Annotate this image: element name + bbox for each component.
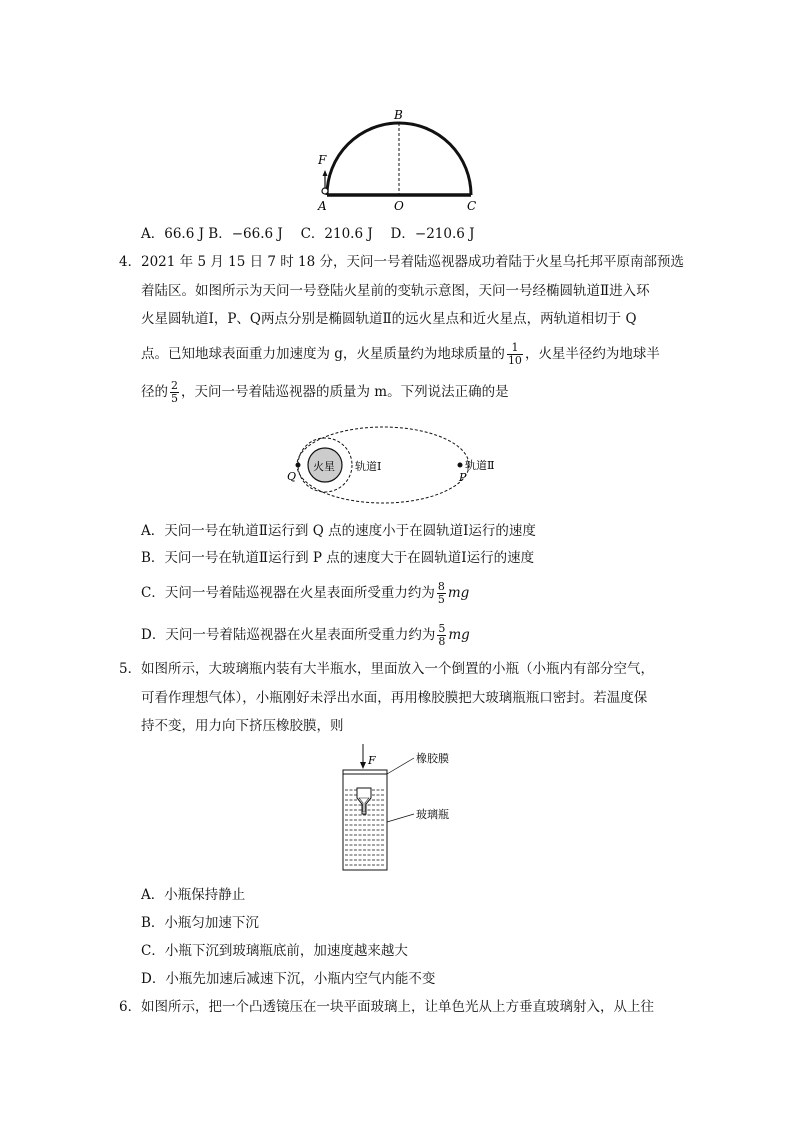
q4-line1: 2021 年 5 月 15 日 7 时 18 分，天问一号着陆巡视器成功着陆于火星乌托邦平原南部预选 [141,254,685,270]
q6-line1: 如图所示，把一个凸透镜压在一块平面玻璃上，让单色光从上方垂直玻璃射入，从上往 [141,999,654,1015]
frac-den: 5 [171,392,178,405]
label-f: F [318,153,327,167]
q4-line4-post: ，火星半径约为地球半 [524,346,660,362]
bottle-label: 玻璃瓶 [416,808,449,821]
fraction-5-8 [437,623,446,648]
membrane-label: 橡胶膜 [416,752,449,765]
semicircle-figure [310,100,495,215]
frac-num: 2 [171,379,178,392]
frac-num: 8 [437,580,445,593]
q5-option-d: D．小瓶先加速后减速下沉，小瓶内空气内能不变 [141,971,436,987]
q4-optd-pre: D．天问一号着陆巡视器在火星表面所受重力约为 [141,627,436,643]
fraction-8-5 [437,581,446,606]
q4-optd-post: mg [448,627,470,643]
q5-option-a: A．小瓶保持静止 [141,887,246,903]
orbit1-label: 轨道Ⅰ [355,460,382,473]
fraction-1-10 [507,342,523,367]
label-p: P [459,471,467,484]
frac-num: 5 [438,622,446,635]
label-f: F [368,754,376,767]
q4-line5-pre: 径的 [141,384,168,400]
q4-option-a: A．天问一号在轨道Ⅱ运行到 Q 点的速度小于在圆轨道Ⅰ运行的速度 [141,523,536,539]
q4-number: 4． [119,254,142,270]
q5-line1: 如图所示，大玻璃瓶内装有大半瓶水，里面放入一个倒置的小瓶（小瓶内有部分空气， [141,661,654,677]
planet-label: 火星 [313,460,335,473]
q4-option-d [141,623,470,648]
q4-option-b: B．天问一号在轨道Ⅱ运行到 P 点的速度大于在圆轨道Ⅰ运行的速度 [141,550,535,566]
q4-optc-post: mg [447,585,470,601]
q6-number: 6． [119,999,142,1015]
q4-line3: 火星圆轨道Ⅰ，P、Q两点分别是椭圆轨道Ⅱ的远火星点和近火星点，两轨道相切于 Q [141,311,637,327]
q3-options: A．66.6 J B．−66.6 J C．210.6 J D．−210.6 J [141,226,475,242]
label-a: A [318,199,327,213]
q4-line2: 着陆区。如图所示为天问一号登陆火星前的变轨示意图，天问一号经椭圆轨道Ⅱ进入环 [141,283,650,299]
orbit2-label: 轨道Ⅱ [465,459,495,472]
q4-line4 [141,342,660,367]
label-o: O [394,199,404,213]
q4-line5 [141,380,509,405]
q4-option-c [141,581,469,606]
q5-number: 5． [119,661,142,677]
q5-line3: 持不变，用力向下挤压橡胶膜，则 [141,718,344,734]
q5-option-b: B．小瓶匀加速下沉 [141,915,259,931]
q5-line2: 可看作理想气体），小瓶刚好未浮出水面，再用橡胶膜把大玻璃瓶瓶口密封。若温度保 [141,690,648,706]
frac-den: 5 [437,593,445,606]
orbit-figure [280,420,520,515]
label-q: Q [287,470,297,483]
frac-den: 10 [507,354,522,367]
frac-den: 8 [438,635,446,648]
q5-option-c: C．小瓶下沉到玻璃瓶底前，加速度越来越大 [141,943,408,959]
fraction-2-5 [170,380,179,405]
bottle-figure [330,742,470,877]
label-c: C [467,199,477,213]
q4-line4-pre: 点。已知地球表面重力加速度为 g，火星质量约为地球质量的 [141,346,505,362]
label-b: B [394,108,403,122]
frac-num: 1 [507,342,523,355]
q4-optc-pre: C．天问一号着陆巡视器在火星表面所受重力约为 [141,585,435,601]
q4-line5-post: ，天问一号着陆巡视器的质量为 m。下列说法正确的是 [181,384,509,400]
